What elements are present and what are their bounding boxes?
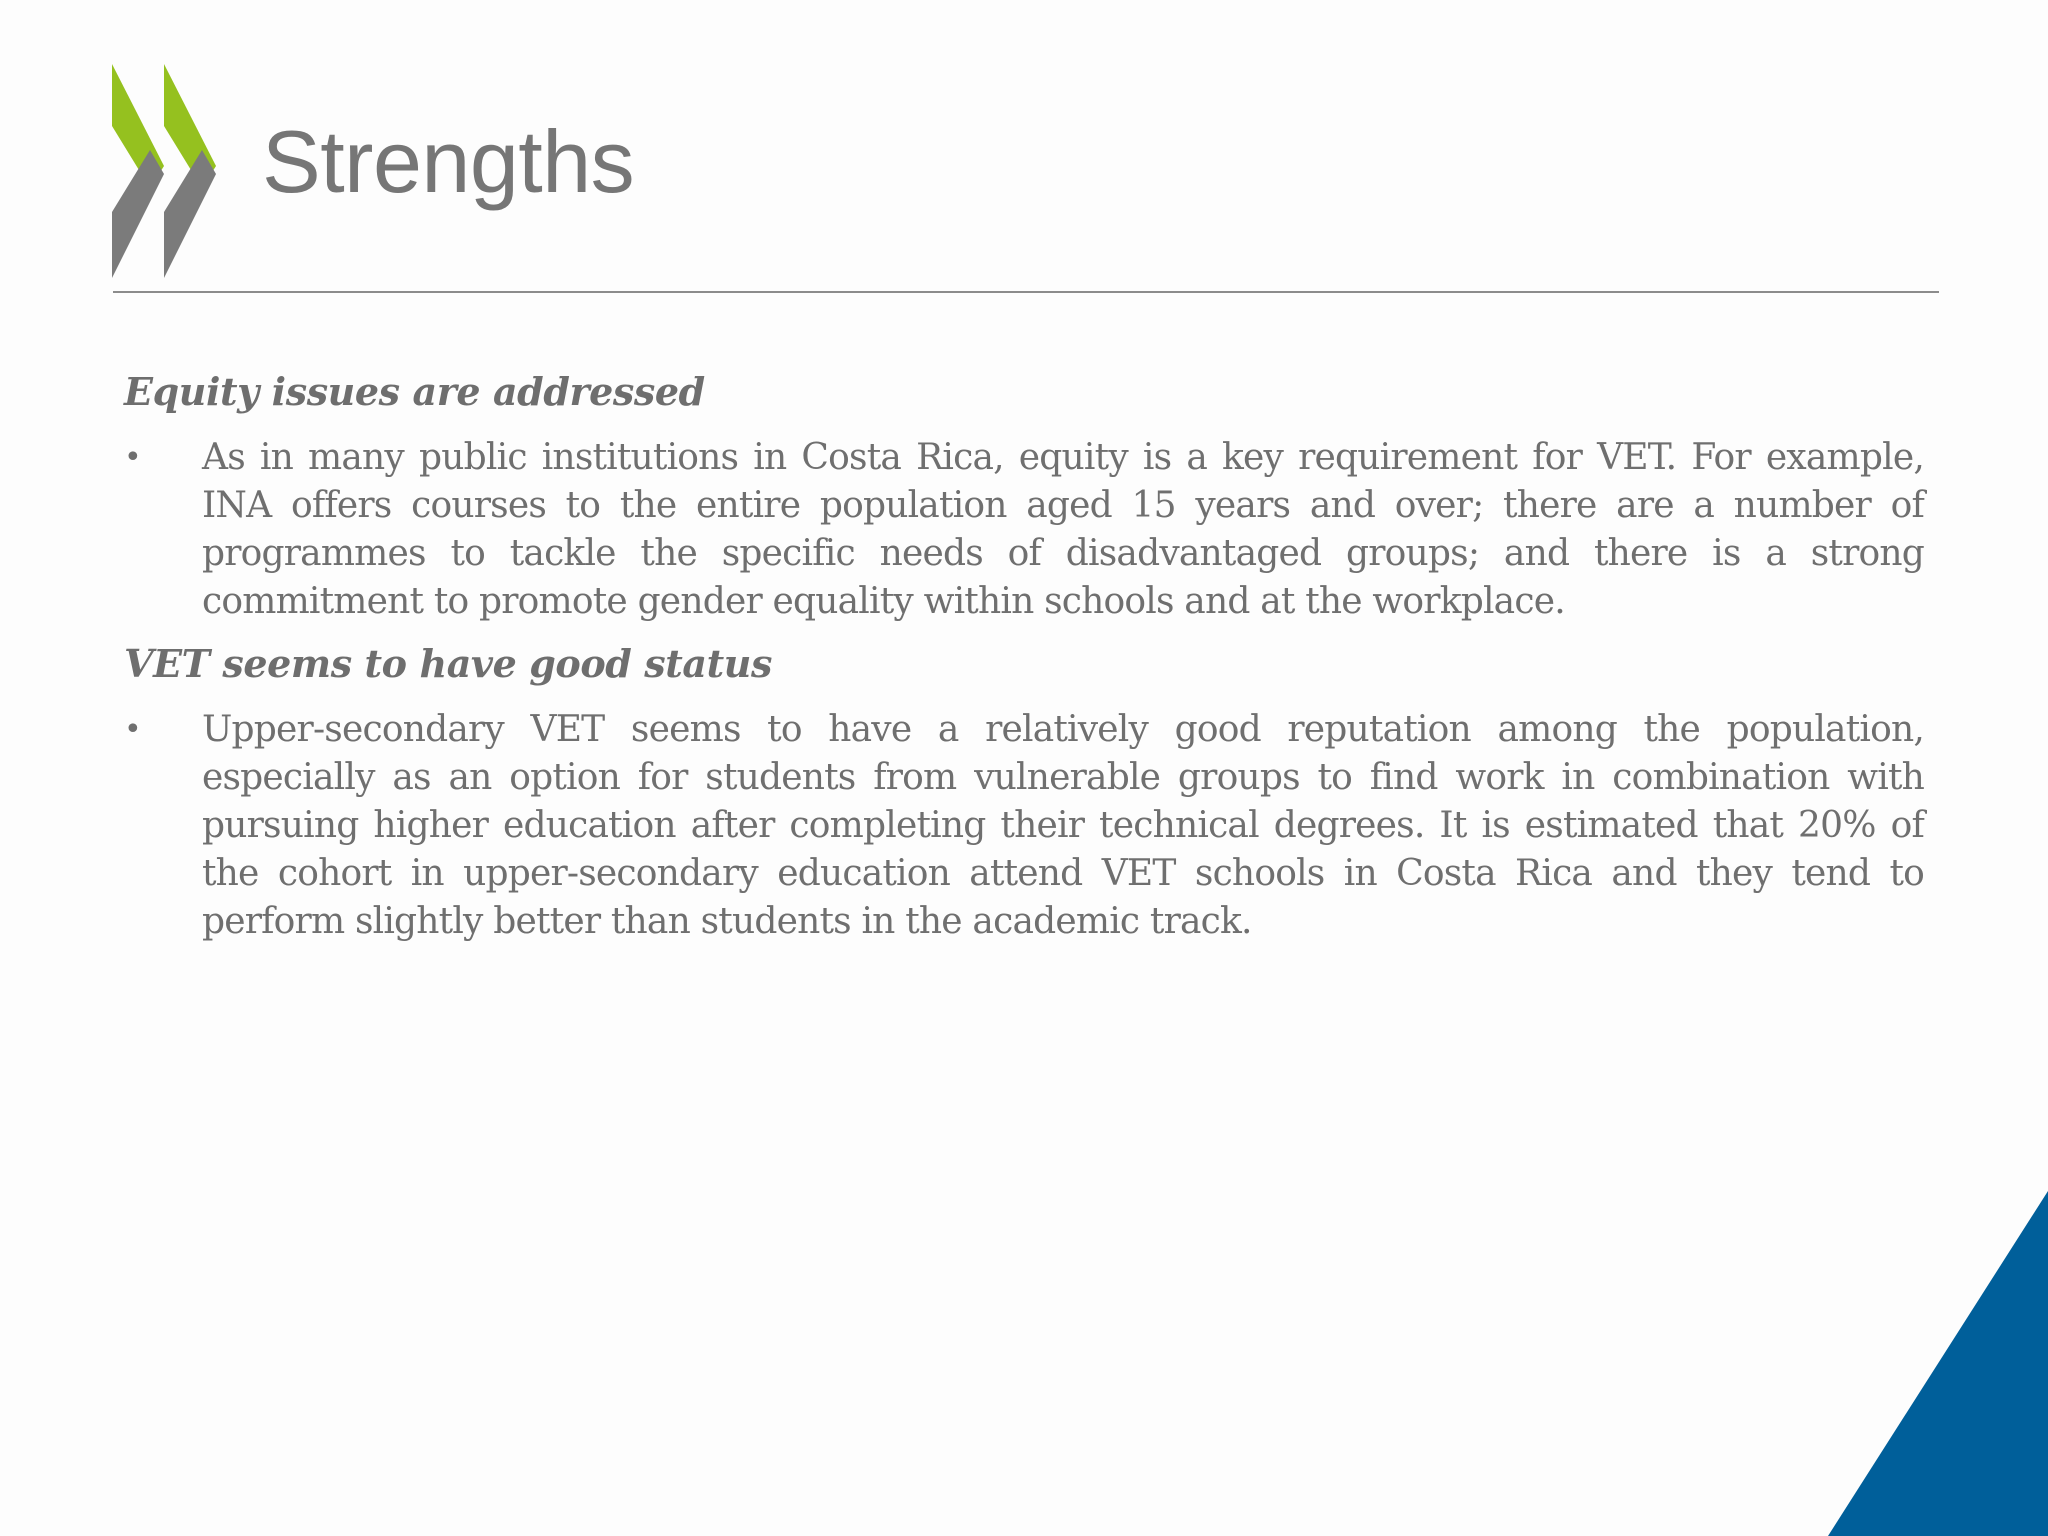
title-divider [113,291,1939,293]
section-heading-equity: Equity issues are addressed [124,369,705,414]
bullet-item-equity [124,434,1924,626]
slide-body [124,364,1924,946]
bullet-dot-icon: • [124,440,141,475]
bullet-item-status [124,706,1924,946]
blue-corner-triangle [1828,1191,2048,1536]
section-heading-status: VET seems to have good status [124,641,773,686]
bullet-text-equity: As in many public institutions in Costa Rica, equity is a key requirement for VET. For example, INA offers courses to the entire population aged 15 years and over; there are a number of programmes to tackle the specific needs of disadvantaged groups; and there is a strong commitment to promote gender equality within schools and at the workplace. [202,437,1924,622]
oecd-chevron-logo-icon [112,64,218,278]
bullet-text-status: Upper-secondary VET seems to have a relatively good reputation among the population, especially as an option for students from vulnerable groups to find work in combination with pursuing higher education after completing their technical degrees. It is estimated that 20% of the cohort in upper-secondary education attend VET schools in Costa Rica and they tend to perform slightly better than students in the academic track. [202,709,1924,942]
bullet-dot-icon: • [124,712,141,747]
slide-title: Strengths [262,112,635,211]
